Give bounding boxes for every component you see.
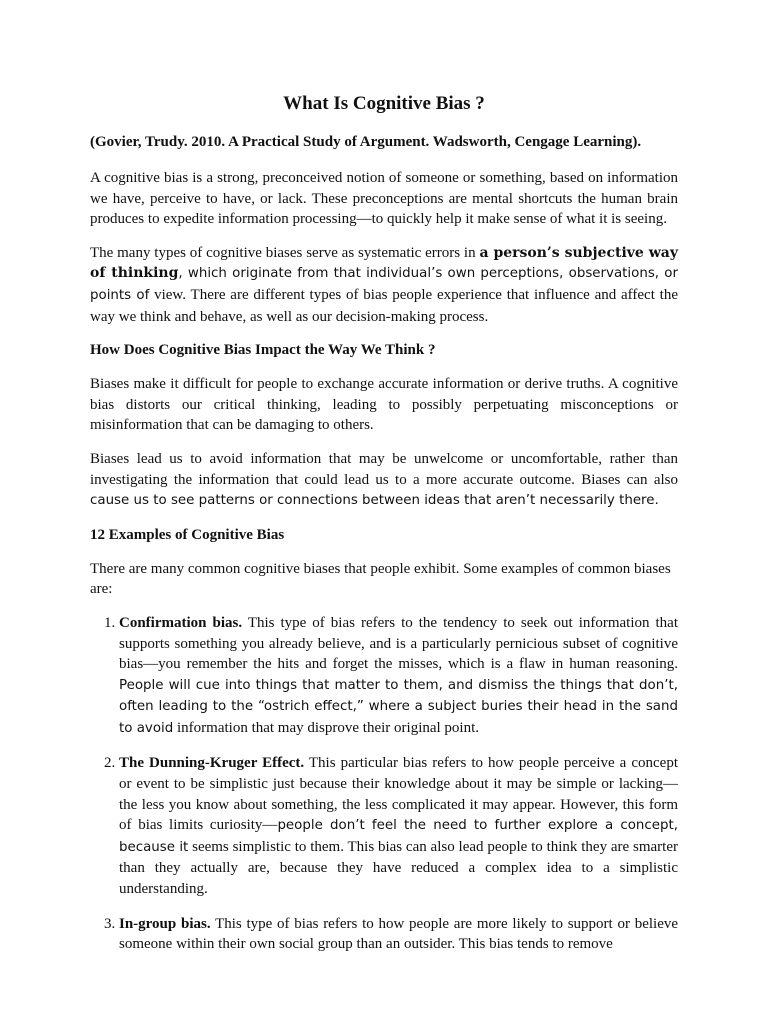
list-item-text: This type of bias refers to how people are more likely to support or believe someone within their own social group than an outsider. This bias tends to remove xyxy=(119,915,679,953)
list-item xyxy=(90,753,678,899)
bias-list xyxy=(90,613,678,955)
section-heading-impact: How Does Cognitive Bias Impact the Way We Think ? xyxy=(90,342,436,359)
paragraph-impact: Biases make it difficult for people to exchange accurate information or derive truths. A cognitive bias distorts our critical thinking, leading to possibly perpetuating misconceptions or misinformation that can be damaging to others. xyxy=(90,376,678,434)
list-item-text: This type of bias refers to the tendency to seek out information that supports something you already believe, and is a particularly pernicious subset of cognitive bias—you remember the hits and forget the misses, which is a flaw in human reasoning. xyxy=(119,614,678,673)
list-item-sans: People will cue into things that matter to them, and dismiss the things that don’t, often leading to the “ostrich effect,” where a subject buries their head in the sand to avoid xyxy=(119,677,678,736)
list-item-term: In-group bias. xyxy=(119,915,211,932)
list-item-text2: seems simplistic to them. This bias can also lead people to think they are smarter than they actually are, because they have reduced a complex idea to a simplistic understanding. xyxy=(119,838,678,898)
list-item-number: 2. xyxy=(104,755,116,772)
paragraph-types xyxy=(90,243,678,327)
document-body xyxy=(90,92,678,969)
paragraph-avoid xyxy=(90,449,678,512)
paragraph-avoid-sans: cause us to see patterns or connections between ideas that aren’t necessarily there. xyxy=(90,493,659,509)
paragraph-definition: A cognitive bias is a strong, preconceived notion of someone or something, based on information we have, perceive to have, or lack. These preconceptions are mental shortcuts the human brain produces to expedite information processing—to quickly help it make sense of what it is seeing. xyxy=(90,170,678,228)
paragraph-types-text: The many types of cognitive biases serve as systematic errors in xyxy=(90,244,480,261)
paragraph-types-bold: a person’s subjective way of thinking xyxy=(90,244,679,282)
list-item-number: 3. xyxy=(104,915,116,932)
paragraph-types-sans: , which originate from that individual’s own perceptions, observations, or points of xyxy=(90,266,679,303)
list-item-text: This particular bias refers to how people perceive a concept or event to be simplistic just because their knowledge about it may be simple or lacking—the less you know about something, the less complicated it may appear. However, this form of bias limits curiosity— xyxy=(119,755,678,834)
list-item-number: 1. xyxy=(104,614,116,631)
paragraph-types-rest: view. There are different types of bias people experience that influence and affect the way we think and behave, as well as our decision-making process. xyxy=(90,286,678,325)
list-item-text2: information that may disprove their original point. xyxy=(173,719,480,736)
section-heading-examples: 12 Examples of Cognitive Bias xyxy=(90,526,285,543)
list-item xyxy=(90,613,678,740)
list-item-term: The Dunning-Kruger Effect. xyxy=(119,755,305,772)
list-item xyxy=(90,914,678,955)
page-title: What Is Cognitive Bias ? xyxy=(283,93,485,114)
paragraph-examples-intro: There are many common cognitive biases that people exhibit. Some examples of common biases are: xyxy=(90,560,671,598)
citation: (Govier, Trudy. 2010. A Practical Study of Argument. Wadsworth, Cengage Learning). xyxy=(90,134,642,150)
list-item-term: Confirmation bias. xyxy=(119,614,243,631)
list-item-sans: people don’t feel the need to further explore a concept, because it xyxy=(119,818,679,855)
paragraph-avoid-text: Biases lead us to avoid information that may be unwelcome or uncomfortable, rather than investigating the information that could lead us to a more accurate outcome. Biases can also xyxy=(90,450,678,488)
